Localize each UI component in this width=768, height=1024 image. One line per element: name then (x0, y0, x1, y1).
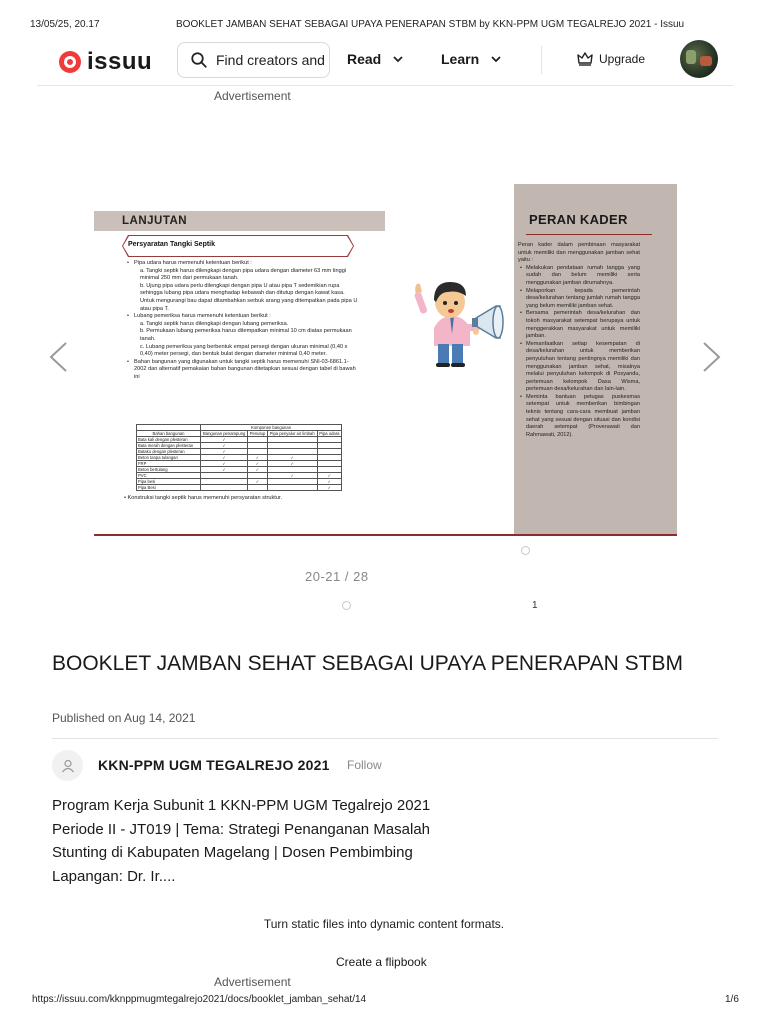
chevron-down-icon (491, 55, 501, 63)
issuu-logo-text: issuu (87, 48, 153, 75)
table-cell: Pipa Besi (137, 485, 201, 491)
search-input[interactable] (216, 52, 326, 68)
publication-description: Program Kerja Subunit 1 KKN-PPM UGM Tegalrejo 2021 Periode II - JT019 | Tema: Strategi Penanganan Masalah Stunting di Kabupaten Magelang | Dosen Pembimbing Lapangan: Dr. Ir.... (52, 797, 431, 885)
table-cell: ✓ (317, 473, 341, 479)
chevron-down-icon (393, 55, 403, 63)
print-url: https://issuu.com/kknppmugmtegalrejo2021/docs/booklet_jamban_sehat/14 (32, 994, 367, 1005)
peran-kader-underline (526, 234, 652, 235)
upgrade-button[interactable] (577, 52, 645, 66)
follow-button[interactable]: Follow (347, 758, 382, 772)
booklet-page-left (94, 184, 386, 536)
print-timestamp: 13/05/25, 20.17 (30, 19, 100, 30)
crown-icon (577, 52, 593, 66)
table-cell: Pipa besi (137, 479, 201, 485)
peran-kader-bullet: • Melaporkan kepada pemerintah desa/kelurahan tentang jumlah rumah tangga yang belum memiliki jamban sehat. (518, 288, 640, 311)
print-page-count: 1/6 (725, 994, 739, 1005)
nav-learn-label: Learn (441, 51, 480, 67)
construction-requirement-text: Konstruksi tangki septik harus memenuhi persyaratan struktur. (127, 495, 283, 501)
section-divider (52, 738, 718, 739)
upgrade-label: Upgrade (599, 52, 646, 66)
table-header-cell: Penutup (249, 431, 266, 436)
booklet-bottom-rule (94, 534, 677, 536)
table-cell: ✓ (267, 461, 317, 467)
table-cell: ✓ (201, 443, 248, 449)
nav-read-label: Read (347, 51, 382, 67)
author-avatar[interactable] (52, 750, 83, 781)
table-cell: ✓ (317, 479, 341, 485)
promo-text: Turn static files into dynamic content formats. (263, 917, 505, 931)
peran-kader-bullet: • Memanfaatkan setiap kesempatan di desa/kelurahan untuk memberikan penyuluhan tentang pentingnya memiliki dan menggunakan jamban sehat, misalnya melalui penyuluhan kelompok di Posyandu, pertemuan kelompok Dasa Wisma, pertemuan desa/kelurahan dan lain-lain. (518, 341, 640, 394)
nav-read-menu[interactable] (347, 51, 403, 67)
advertisement-label: Advertisement (214, 975, 291, 989)
construction-requirement-bullet: • Konstruksi tangki septik harus memenuhi persyaratan struktur. (124, 495, 283, 501)
page-number: 1 (532, 600, 538, 611)
previous-page-arrow-icon[interactable] (46, 340, 70, 374)
user-avatar[interactable] (680, 40, 718, 78)
table-header-cell: Bahan bangunan (137, 431, 201, 437)
table-cell: ✓ (267, 455, 317, 461)
requirement-subitem: a. Tangki septik harus dilengkapi dengan lubang pemeriksa. (140, 320, 289, 327)
requirement-subitem: b. Ujung pipa udara perlu dilengkapi dengan pipa U atau pipa T sedemikian rupa sehingga lubang pipa udara menghadap kebawah dan ditutup dengan kawat kasa. Untuk mengurangi bau dapat ditambahkan serbuk arang yang ditempatkan pada pipa U atau pipa T. (140, 282, 358, 312)
published-date: Published on Aug 14, 2021 (52, 711, 196, 725)
requirement-bullet: • Pipa udara harus memenuhi ketentuan berikut : (124, 260, 360, 268)
table-cell: Beton tanpa tulangan (137, 455, 201, 461)
lanjutan-heading: LANJUTAN (94, 211, 385, 231)
table-cell: ✓ (248, 467, 267, 473)
table-cell: ✓ (201, 461, 248, 467)
issuu-logo-icon (59, 51, 81, 73)
table-cell (267, 485, 317, 491)
table-cell: PVC (137, 473, 201, 479)
table-header-cell: Pipa penyalur air limbah (267, 431, 317, 437)
booklet-page-right (386, 184, 677, 536)
publication-title: BOOKLET JAMBAN SEHAT SEBAGAI UPAYA PENERAPAN STBM (52, 652, 683, 675)
table-cell: Bata kali dengan plesteran (137, 437, 201, 443)
page-dot[interactable] (342, 601, 351, 610)
table-cell (248, 485, 267, 491)
requirement-subitem: a. Tangki septik harus dilengkapi dengan pipa udara dengan diameter 63 mm tinggi minimal 250 mm dari permukaan tanah. (140, 267, 347, 282)
issuu-logo[interactable] (59, 48, 152, 76)
user-icon (61, 759, 75, 773)
top-navigation-bar (37, 38, 733, 86)
table-cell: Bata merah dengan plesteran (137, 443, 201, 449)
table-cell: FRP (137, 461, 201, 467)
print-document-title: BOOKLET JAMBAN SEHAT SEBAGAI UPAYA PENERAPAN STBM by KKN-PPM UGM TEGALREJO 2021 - Issuu (176, 19, 685, 30)
requirement-bullet: • Bahan bangunan yang digunakan untuk tangki septik harus memenuhi SNI-03-6861.1-2002 dan alternatif pemakaian bahan bangunan ditetapkan sesuai dengan tabel di bawah ini (124, 359, 360, 382)
table-row (137, 485, 342, 491)
page-indicator: 20-21 / 28 (305, 569, 369, 584)
requirement-bullet: • Lubang pemeriksa harus memenuhi ketentuan berikut : (124, 313, 360, 321)
peran-kader-heading: PERAN KADER (529, 212, 628, 227)
search-box[interactable] (177, 42, 330, 78)
search-icon (190, 51, 208, 69)
table-cell: ✓ (248, 455, 267, 461)
peran-kader-intro: Peran kader dalam pembinaan masyarakat untuk memiliki dan menggunakan jamban sehat yaitu : (518, 242, 640, 264)
table-cell: ✓ (248, 461, 267, 467)
table-cell: Beton bertulang (137, 467, 201, 473)
peran-kader-text (518, 242, 640, 439)
septic-requirements-text (124, 260, 360, 382)
table-cell: ✓ (248, 479, 267, 485)
requirement-subitem: b. Permukaan lubang pemeriksa harus ditempatkan minimal 10 cm diatas permukaan tanah. (140, 328, 352, 342)
requirements-title: Persyaratan Tangki Septik (128, 241, 216, 248)
peran-kader-bullet: • Meminta bantuan petugas puskesmas setempat untuk memberikan bimbingan teknis tentang cara-cara membuat jamban sehat yang sesuai dengan situasi dan kondisi daerah setempat (Proverawati dan Rahmawati, 2012). (518, 394, 640, 440)
table-cell: ✓ (201, 449, 248, 455)
peran-kader-bullet: • Bersama pemerintah desa/kelurahan dan tokoh masyarakat setempat berupaya untuk menggerakkan masyarakat untuk memiliki jamban. (518, 310, 640, 340)
table-cell: ✓ (201, 437, 248, 443)
advertisement-label: Advertisement (214, 89, 291, 103)
table-cell: ✓ (201, 467, 248, 473)
building-materials-table (136, 424, 342, 491)
table-cell: ✓ (267, 473, 317, 479)
table-cell: ✓ (201, 455, 248, 461)
next-page-arrow-icon[interactable] (700, 340, 724, 374)
table-cell: Batako dengan plesteran (137, 449, 201, 455)
table-group-header: Komponen bangunan (201, 425, 342, 431)
table-cell: ✓ (317, 485, 341, 491)
nav-divider (541, 46, 542, 74)
flipbook-spread[interactable] (94, 184, 677, 536)
table-header-cell: Pipa udara (317, 431, 341, 437)
author-name-link[interactable]: KKN-PPM UGM TEGALREJO 2021 (98, 757, 330, 773)
print-header (0, 0, 768, 40)
requirement-subitem: c. Lubang pemeriksa yang berbentuk empat persegi dengan ukuran minimal (0,40 x 0,40) meter persegi, dan bentuk bulat dengan diameter minimal 0,40 meter. (140, 343, 348, 358)
create-flipbook-button[interactable]: Create a flipbook (336, 955, 427, 969)
table-header-cell: Bangunan penampung (201, 431, 248, 437)
table-cell (201, 485, 248, 491)
peran-kader-bullet: • Melakukan pendataan rumah tangga yang sudah dan belum memiliki serta menggunakan jamban dirumahnya. (518, 265, 640, 288)
page-dot[interactable] (521, 546, 530, 555)
nav-learn-menu[interactable] (441, 51, 501, 67)
man-with-megaphone-illustration (410, 272, 510, 368)
